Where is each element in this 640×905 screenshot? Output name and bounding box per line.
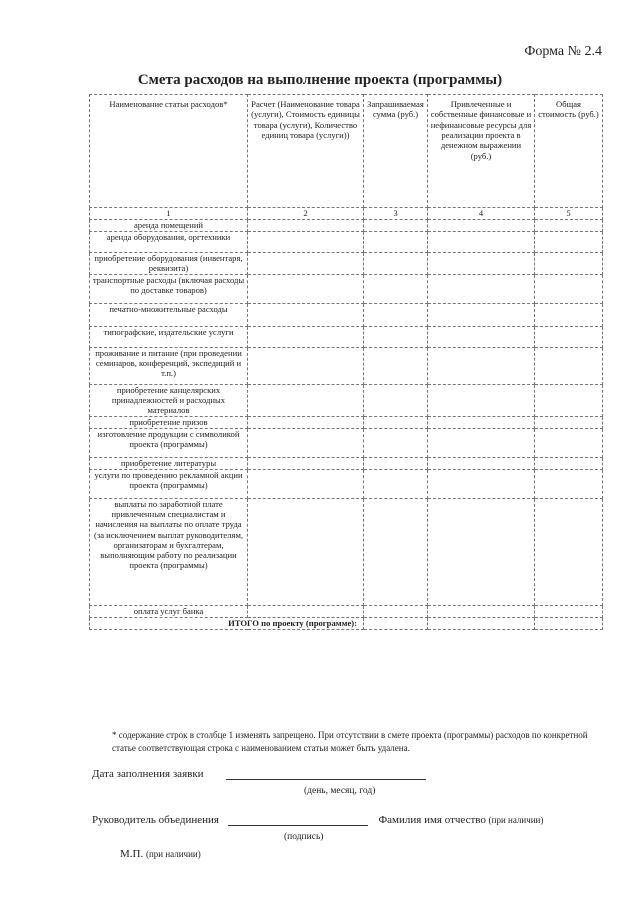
amount-cell[interactable] xyxy=(428,253,535,275)
amount-cell[interactable] xyxy=(428,498,535,605)
amount-cell[interactable] xyxy=(428,326,535,347)
column-number: 3 xyxy=(364,208,428,220)
footnote: * содержание строк в столбце 1 изменять запрещено. При отсутствии в смете проекта (программы) расходов по конкретной статье соответствующая строка с наименованием статьи может быть удалена. xyxy=(112,730,588,754)
amount-cell[interactable] xyxy=(248,220,364,232)
amount-cell[interactable] xyxy=(428,469,535,498)
document-title: Смета расходов на выполнение проекта (программы) xyxy=(137,72,503,88)
amount-cell[interactable] xyxy=(535,232,603,253)
expense-item-name: приобретение призов xyxy=(90,416,248,428)
amount-cell[interactable] xyxy=(248,347,364,384)
stamp-row xyxy=(120,848,201,860)
amount-cell[interactable] xyxy=(364,605,428,617)
amount-cell[interactable] xyxy=(428,428,535,457)
total-amount-cell[interactable] xyxy=(364,617,428,629)
table-row xyxy=(90,457,603,469)
amount-cell[interactable] xyxy=(428,416,535,428)
expense-item-name: транспортные расходы (включая расходы по доставке товаров) xyxy=(90,274,248,303)
amount-cell[interactable] xyxy=(364,303,428,326)
header-total-cost: Общая стоимость (руб.) xyxy=(535,95,603,208)
expense-item-name: аренда оборудования, оргтехники xyxy=(90,232,248,253)
amount-cell[interactable] xyxy=(535,469,603,498)
amount-cell[interactable] xyxy=(248,428,364,457)
date-row xyxy=(92,768,426,780)
amount-cell[interactable] xyxy=(248,605,364,617)
stamp-hint: (при наличии) xyxy=(145,849,201,859)
date-hint: (день, месяц, год) xyxy=(304,786,376,796)
amount-cell[interactable] xyxy=(248,416,364,428)
amount-cell[interactable] xyxy=(428,232,535,253)
amount-cell[interactable] xyxy=(364,232,428,253)
amount-cell[interactable] xyxy=(248,303,364,326)
amount-cell[interactable] xyxy=(535,326,603,347)
amount-cell[interactable] xyxy=(364,220,428,232)
table-row xyxy=(90,232,603,253)
amount-cell[interactable] xyxy=(364,347,428,384)
amount-cell[interactable] xyxy=(364,498,428,605)
signature-hint: (подпись) xyxy=(284,832,324,842)
amount-cell[interactable] xyxy=(428,274,535,303)
total-row xyxy=(90,617,603,629)
amount-cell[interactable] xyxy=(535,416,603,428)
amount-cell[interactable] xyxy=(535,498,603,605)
table-row xyxy=(90,605,603,617)
amount-cell[interactable] xyxy=(248,469,364,498)
expense-item-name: выплаты по заработной плате привлеченным специалистам и начисления на выплаты по оплате труда (за исключением выплат руководителям, организаторам и бухгалтерам, выполняющим работу по реализации проекта (программы) xyxy=(90,498,248,605)
head-name-label: Фамилия имя отчество xyxy=(378,814,486,826)
head-label: Руководитель объединения xyxy=(92,814,219,826)
amount-cell[interactable] xyxy=(364,326,428,347)
amount-cell[interactable] xyxy=(428,347,535,384)
budget-table xyxy=(89,94,603,630)
amount-cell[interactable] xyxy=(535,347,603,384)
amount-cell[interactable] xyxy=(428,457,535,469)
total-label: ИТОГО по проекту (программе): xyxy=(90,617,364,629)
header-item-name: Наименование статьи расходов* xyxy=(90,95,248,208)
amount-cell[interactable] xyxy=(248,384,364,416)
expense-item-name: изготовление продукции с символикой проекта (программы) xyxy=(90,428,248,457)
amount-cell[interactable] xyxy=(364,274,428,303)
amount-cell[interactable] xyxy=(535,605,603,617)
table-row xyxy=(90,498,603,605)
amount-cell[interactable] xyxy=(248,232,364,253)
expense-item-name: печатно-множительные расходы xyxy=(90,303,248,326)
table-row xyxy=(90,416,603,428)
column-number: 1 xyxy=(90,208,248,220)
header-calculation: Расчет (Наименование товара (услуги), Стоимость единицы товара (услуги), Количество единиц товара (услуги)) xyxy=(248,95,364,208)
header-requested-amount: Запрашиваемая сумма (руб.) xyxy=(364,95,428,208)
column-number: 5 xyxy=(535,208,603,220)
amount-cell[interactable] xyxy=(535,384,603,416)
expense-item-name: оплата услуг банка xyxy=(90,605,248,617)
table-row xyxy=(90,469,603,498)
form-number: Форма № 2.4 xyxy=(524,44,602,59)
amount-cell[interactable] xyxy=(364,457,428,469)
header-own-resources: Привлеченные и собственные финансовые и нефинансовые ресурсы для реализации проекта в денежном выражении (руб.) xyxy=(428,95,535,208)
amount-cell[interactable] xyxy=(535,220,603,232)
column-numbers-row xyxy=(90,208,603,220)
expense-item-name: приобретение оборудования (инвентаря, реквизита) xyxy=(90,253,248,275)
amount-cell[interactable] xyxy=(428,384,535,416)
column-number: 4 xyxy=(428,208,535,220)
amount-cell[interactable] xyxy=(248,253,364,275)
head-row xyxy=(92,814,543,826)
total-amount-cell[interactable] xyxy=(535,617,603,629)
expense-item-name: проживание и питание (при проведении семинаров, конференций, экспедиций и т.п.) xyxy=(90,347,248,384)
amount-cell[interactable] xyxy=(428,605,535,617)
amount-cell[interactable] xyxy=(428,303,535,326)
expense-item-name: приобретение литературы xyxy=(90,457,248,469)
amount-cell[interactable] xyxy=(535,428,603,457)
amount-cell[interactable] xyxy=(364,384,428,416)
table-row xyxy=(90,347,603,384)
amount-cell[interactable] xyxy=(248,457,364,469)
expense-item-name: услуги по проведению рекламной акции проекта (программы) xyxy=(90,469,248,498)
amount-cell[interactable] xyxy=(248,326,364,347)
amount-cell[interactable] xyxy=(248,498,364,605)
head-name-if-available: (при наличии) xyxy=(488,815,544,825)
table-row xyxy=(90,220,603,232)
table-row xyxy=(90,303,603,326)
date-label: Дата заполнения заявки xyxy=(92,768,204,780)
table-header-row xyxy=(90,95,603,208)
signature-field[interactable] xyxy=(228,825,368,826)
amount-cell[interactable] xyxy=(248,274,364,303)
table-row xyxy=(90,384,603,416)
amount-cell[interactable] xyxy=(535,253,603,275)
amount-cell[interactable] xyxy=(364,428,428,457)
amount-cell[interactable] xyxy=(364,469,428,498)
date-field[interactable] xyxy=(226,779,426,780)
expense-item-name: типографские, издательские услуги xyxy=(90,326,248,347)
amount-cell[interactable] xyxy=(535,303,603,326)
amount-cell[interactable] xyxy=(535,274,603,303)
amount-cell[interactable] xyxy=(364,253,428,275)
amount-cell[interactable] xyxy=(535,457,603,469)
expense-item-name: аренда помещений xyxy=(90,220,248,232)
amount-cell[interactable] xyxy=(364,416,428,428)
total-amount-cell[interactable] xyxy=(428,617,535,629)
table-row xyxy=(90,326,603,347)
amount-cell[interactable] xyxy=(428,220,535,232)
column-number: 2 xyxy=(248,208,364,220)
table-row xyxy=(90,274,603,303)
stamp-label: М.П. xyxy=(120,848,144,860)
table-row xyxy=(90,428,603,457)
table-row xyxy=(90,253,603,275)
expense-item-name: приобретение канцелярских принадлежностей и расходных материалов xyxy=(90,384,248,416)
